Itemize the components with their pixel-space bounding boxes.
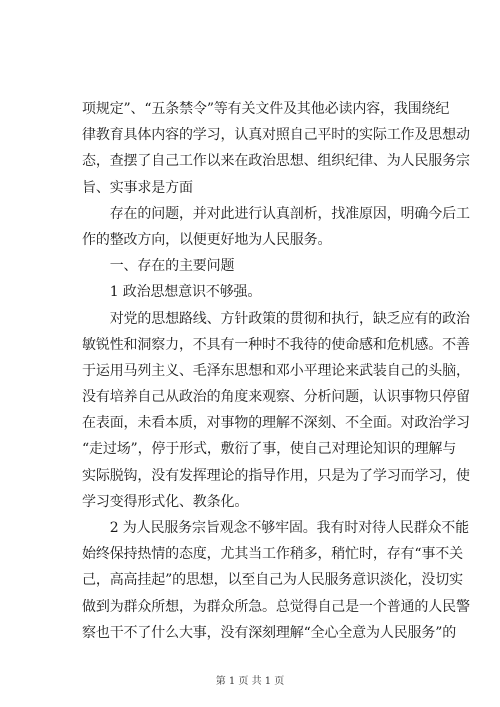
text-line: 做到为群众所想，为群众所急。总觉得自己是一个普通的人民警 — [82, 598, 470, 615]
section-heading: 一、存在的主要问题 — [82, 258, 235, 275]
text-line: 始终保持热情的态度，尤其当工作稍多，稍忙时，存有“事不关 — [82, 546, 463, 563]
text-line: 2 为人民服务宗旨观念不够牢固。我有时对待人民群众不能 — [82, 520, 470, 536]
text-line: 学习变得形式化、教条化。 — [82, 493, 249, 510]
subsection-heading: 1 政治思想意识不够强。 — [82, 284, 262, 301]
document-body — [82, 96, 470, 646]
text-line: 实际脱钩，没有发挥理论的指导作用，只是为了学习而学习，使 — [82, 467, 470, 484]
text-line: 作的整改方向，以便更好地为人民服务。 — [82, 231, 332, 248]
text-line: 对党的思想路线、方针政策的贯彻和执行，缺乏应有的政治 — [82, 310, 470, 327]
text-line: 项规定”、“五条禁令”等有关文件及其他必读内容，我围绕纪 — [82, 101, 450, 117]
text-line: 没有培养自己从政治的角度来观察、分析问题，认识事物只停留 — [82, 389, 470, 406]
text-line: 察也干不了什么大事，没有深刻理解“全心全意为人民服务”的 — [82, 624, 457, 641]
text-line: 在表面，未看本质，对事物的理解不深刻、不全面。对政治学习 — [82, 415, 470, 432]
text-line: 旨、实事求是方面 — [82, 179, 193, 196]
text-line: 态，查摆了自己工作以来在政治思想、组织纪律、为人民服务宗 — [82, 153, 470, 170]
page-footer: 第 1 页 共 1 页 — [215, 676, 285, 687]
text-line: 律教育具体内容的学习，认真对照自己平时的实际工作及思想动 — [82, 127, 470, 144]
text-line: “走过场”，停于形式，敷衍了事，使自己对理论知识的理解与 — [82, 441, 457, 458]
text-line: 于运用马列主义、毛泽东思想和邓小平理论来武装自己的头脑， — [82, 362, 470, 379]
text-line: 己，高高挂起”的思想，以至自己为人民服务意识淡化，没切实 — [82, 572, 463, 589]
text-line: 敏锐性和洞察力，不具有一种时不我待的使命感和危机感。不善 — [82, 336, 470, 353]
text-line: 存在的问题，并对此进行认真剖析，找准原因，明确今后工 — [82, 205, 470, 222]
